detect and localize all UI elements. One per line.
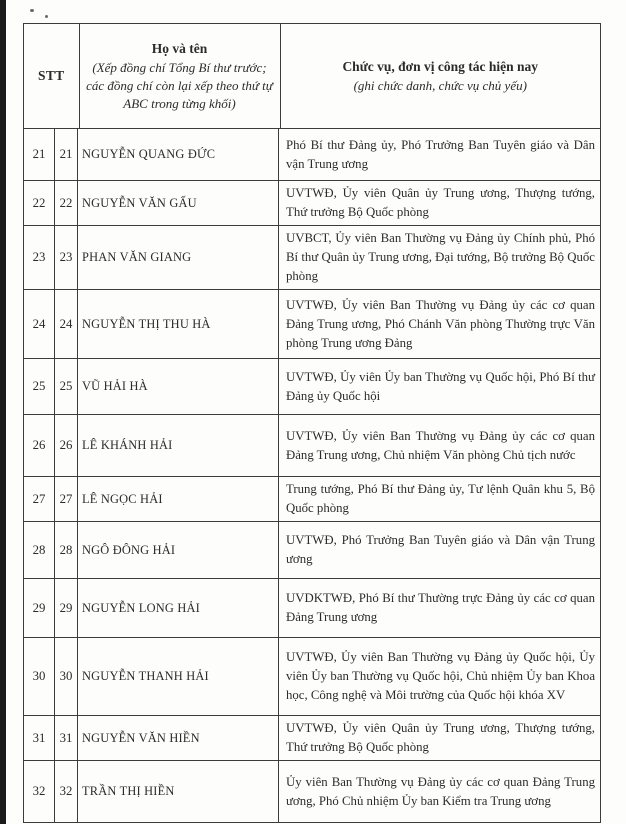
position-text: UVTWĐ, Ủy viên Quân ủy Trung ương, Thượng tướng, Thứ trưởng Bộ Quốc phòng — [286, 186, 595, 219]
table-row — [24, 579, 600, 638]
row-number-secondary: 23 — [55, 226, 78, 289]
row-number-primary: 32 — [24, 761, 55, 822]
position-text: UVTWĐ, Ủy viên Quân ủy Trung ương, Thượng tướng, Thứ trưởng Bộ Quốc phòng — [286, 721, 595, 754]
person-name: NGUYỄN THỊ THU HÀ — [78, 290, 279, 358]
position-text: Ủy viên Ban Thường vụ Đảng ủy các cơ quan Đảng Trung ương, Phó Chủ nhiệm Ủy ban Kiểm tra Trung ương — [286, 774, 595, 808]
table-row — [24, 522, 600, 579]
scan-dot-mark — [45, 15, 48, 18]
person-name: NGÔ ĐÔNG HẢI — [78, 522, 279, 578]
row-number-secondary: 24 — [55, 290, 78, 358]
table-row — [24, 359, 600, 415]
position-text: UVTWĐ, Ủy viên Ban Thường vụ Đảng ủy Quốc hội, Ủy viên Ủy ban Thường vụ Quốc hội, Chủ nhiệm Ủy ban Khoa học, Công nghệ và Môi trường của Quốc hội khóa XV — [286, 650, 595, 702]
row-number-secondary: 28 — [55, 522, 78, 578]
row-number-primary: 23 — [24, 226, 55, 289]
row-number-primary: 27 — [24, 477, 55, 521]
table-row — [24, 638, 600, 716]
row-number-primary: 31 — [24, 716, 55, 760]
row-number-secondary: 27 — [55, 477, 78, 521]
row-number-primary: 22 — [24, 181, 55, 225]
table-body — [24, 129, 600, 822]
row-number-primary: 28 — [24, 522, 55, 578]
header-name-title: Họ và tên — [151, 41, 208, 56]
header-position-note: (ghi chức danh, chức vụ chủ yếu) — [353, 78, 527, 93]
position-text: UVTWĐ, Phó Trưởng Ban Tuyên giáo và Dân vận Trung ương — [286, 533, 595, 566]
position-text: UVBCT, Ủy viên Ban Thường vụ Đảng ủy Chính phủ, Phó Bí thư Quân ủy Trung ương, Đại tướng, Bộ trưởng Bộ Quốc phòng — [286, 231, 595, 283]
row-number-primary: 24 — [24, 290, 55, 358]
table-row — [24, 716, 600, 761]
person-name: LÊ NGỌC HẢI — [78, 477, 279, 521]
header-position — [281, 24, 601, 128]
scan-edge-bar — [0, 0, 6, 824]
header-name-note: (Xếp đồng chí Tổng Bí thư trước; các đồng chí còn lại xếp theo thứ tự ABC trong từng khối) — [86, 60, 273, 111]
scan-dot-mark — [30, 9, 34, 12]
person-name: LÊ KHÁNH HẢI — [78, 415, 279, 476]
position-text: UVTWĐ, Ủy viên Ban Thường vụ Đảng ủy các cơ quan Đảng Trung ương, Chủ nhiệm Văn phòng Chủ tịch nước — [286, 428, 595, 462]
table-header-row — [24, 24, 600, 129]
person-name: VŨ HẢI HÀ — [78, 359, 279, 414]
row-number-primary: 21 — [24, 129, 55, 180]
position-text: Phó Bí thư Đảng ủy, Phó Trưởng Ban Tuyên giáo và Dân vận Trung ương — [286, 137, 595, 171]
person-name: NGUYỄN VĂN HIỀN — [78, 716, 279, 760]
person-name: TRẦN THỊ HIỀN — [78, 761, 279, 822]
table-row — [24, 477, 600, 522]
row-number-secondary: 31 — [55, 716, 78, 760]
row-number-secondary: 21 — [55, 129, 78, 180]
row-number-secondary: 22 — [55, 181, 78, 225]
table-row — [24, 290, 600, 359]
row-number-primary: 30 — [24, 638, 55, 715]
row-number-secondary: 25 — [55, 359, 78, 414]
row-number-secondary: 30 — [55, 638, 78, 715]
person-name: NGUYỄN LONG HẢI — [78, 579, 279, 637]
row-number-secondary: 32 — [55, 761, 78, 822]
position-text: Trung tướng, Phó Bí thư Đảng ủy, Tư lệnh Quân khu 5, Bộ Quốc phòng — [286, 482, 595, 515]
person-name: NGUYỄN THANH HẢI — [78, 638, 279, 715]
person-name: PHAN VĂN GIANG — [78, 226, 279, 289]
header-stt — [24, 24, 80, 128]
row-number-primary: 29 — [24, 579, 55, 637]
table-row — [24, 761, 600, 822]
person-name: NGUYỄN QUANG ĐỨC — [78, 129, 279, 180]
person-name: NGUYỄN VĂN GẤU — [78, 181, 279, 225]
header-name — [80, 24, 281, 128]
row-number-secondary: 26 — [55, 415, 78, 476]
table-row — [24, 181, 600, 226]
header-position-title: Chức vụ, đơn vị công tác hiện nay — [342, 59, 539, 74]
table-row — [24, 226, 600, 290]
row-number-primary: 25 — [24, 359, 55, 414]
position-text: UVTWĐ, Ủy viên Ủy ban Thường vụ Quốc hội, Phó Bí thư Đảng ủy Quốc hội — [286, 369, 595, 403]
table-row — [24, 129, 600, 181]
table-row — [24, 415, 600, 477]
position-text: UVTWĐ, Ủy viên Ban Thường vụ Đảng ủy các cơ quan Đảng Trung ương, Phó Chánh Văn phòng Thường trực Văn phòng Trung ương Đảng — [286, 297, 595, 350]
row-number-secondary: 29 — [55, 579, 78, 637]
position-text: UVDKTWĐ, Phó Bí thư Thường trực Đảng ủy các cơ quan Đảng Trung ương — [286, 591, 595, 624]
officials-table — [23, 23, 601, 823]
header-stt-label: STT — [38, 68, 65, 83]
row-number-primary: 26 — [24, 415, 55, 476]
